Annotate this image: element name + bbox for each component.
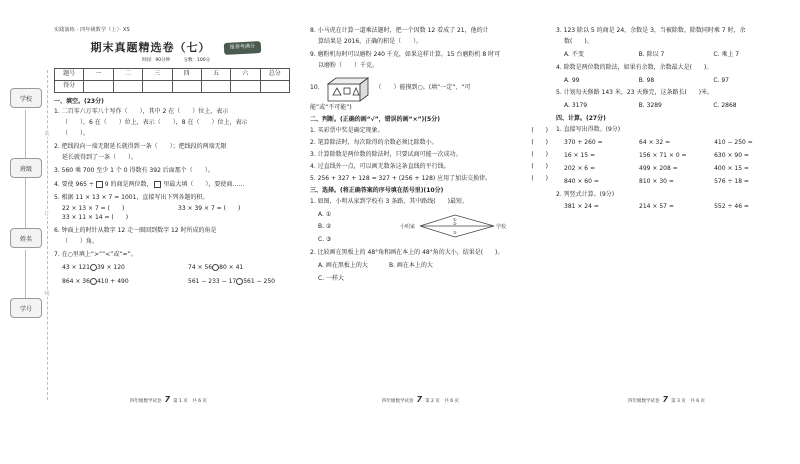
question-3: 3. 560 乘 700 至少 1 个 0 得数有 392 后面那个（ ）。 (54, 166, 214, 174)
question-text: 4. 要使 965 ÷ (54, 180, 94, 188)
calc-item: 214 × 57 = (639, 203, 674, 211)
question-text: 以磨粉（ ）千克。 (318, 61, 379, 69)
section-heading: 四、计算。(27分) (556, 115, 606, 123)
exam-time: 时间：90分钟 (141, 58, 171, 64)
question-text: 1. 二百零六万零八十写作（ ），其中 2 在（ ）位上，表示 (54, 108, 229, 116)
choice-option[interactable]: B. 3289 (638, 102, 662, 110)
question-text: 5. 根据 11 × 13 × 7 = 1001，直接写出下列各题的积。 (54, 193, 209, 201)
name-label: 姓名 (10, 228, 42, 248)
footer-subject: 四年级数学试卷 (628, 398, 660, 404)
score-row-label: 得分 (55, 80, 84, 92)
choice-option[interactable]: C. 97 (713, 76, 729, 84)
score-cell[interactable] (172, 80, 201, 92)
question-text: 延长就得到了一条（ ）。 (62, 154, 138, 162)
question-text: （ ）能摸到○。(填“一定”、“可 (375, 84, 471, 92)
page-1 (54, 28, 298, 408)
score-header-cell: 题号 (55, 68, 84, 80)
page-footer (382, 395, 459, 404)
calc-item: 156 × 71 × 0 = (639, 151, 687, 159)
question-text: 9 的商是两位数， (104, 180, 153, 188)
route-school-label: 学校 (496, 223, 507, 230)
question-5 (54, 195, 298, 223)
question-number: 10. (310, 84, 320, 92)
page-footer (130, 395, 207, 404)
score-header-cell: 六 (231, 68, 260, 80)
page-2 (310, 28, 548, 408)
footer-page: 第 3 页 共 6 页 (671, 398, 706, 404)
calc-item: 810 × 30 = (639, 177, 674, 185)
question-7 (54, 252, 298, 286)
question-4 (54, 181, 298, 189)
footer-subject: 四年级数学试卷 (130, 398, 162, 404)
compare-circle[interactable] (90, 278, 97, 285)
choice-option[interactable]: C. 一样大 (318, 275, 345, 283)
calc-item: 630 × 90 = (714, 151, 749, 159)
question-text: （ ）角。 (62, 238, 99, 246)
page-3 (556, 28, 788, 408)
choice-5: 5. 计划每天修路 143 米，23 天修完，这条路长( )米。 (556, 89, 714, 97)
question-text: 6. 钟面上的时针从数字 12 走一圈回到数字 12 时所成的角是 (54, 227, 217, 235)
footer-page: 第 1 页 共 6 页 (173, 398, 208, 404)
question-1 (54, 109, 298, 138)
student-number-label: 学号 (10, 298, 42, 318)
score-cell[interactable] (231, 80, 260, 92)
compare-left: 74 × 56 (188, 264, 213, 272)
blank-box[interactable] (154, 181, 161, 188)
answer-paren[interactable]: ( ) (531, 163, 548, 171)
binding-tick: 订 (42, 210, 52, 217)
compare-circle[interactable] (90, 264, 97, 271)
route-mark: ② (453, 220, 457, 226)
question-text: 里最大填（ ），要使商…… (163, 180, 245, 188)
question-8 (310, 28, 548, 46)
answer-paren[interactable]: ( ) (531, 151, 548, 159)
score-cell[interactable] (113, 80, 142, 92)
calc-item: 576 ÷ 18 = (714, 177, 749, 185)
calc-item: 400 × 15 = (714, 164, 749, 172)
choice-option[interactable]: B. 除以 7 (638, 50, 665, 58)
judge-item: 1. 买彩票中奖是确定现象。 (310, 127, 384, 135)
calc-item: 840 × 60 = (564, 177, 599, 185)
score-table (54, 68, 290, 93)
footer-subject: 四年级数学试卷 (382, 398, 414, 404)
promo-badge: 报春考满分 (224, 41, 262, 55)
question-text: 能”或“不可能”) (310, 103, 352, 111)
route-diagram (400, 212, 520, 240)
binding-line (25, 180, 26, 228)
binding-line (25, 250, 26, 298)
score-header-cell: 三 (143, 68, 172, 80)
footer-page: 第 2 页 共 6 页 (425, 398, 460, 404)
question-text: （ ）。 (62, 130, 90, 138)
judge-item: 5. 256 + 327 + 128 = 327 + (256 + 128) 应用了加法交换律。 (310, 174, 492, 182)
binding-strip (0, 70, 56, 400)
score-cell[interactable] (201, 80, 230, 92)
choice-1-body (310, 212, 548, 251)
binding-tick: 线 (42, 290, 52, 297)
choice-2: 2. 比较画在黑板上的 48°角和画在本上的 48°角的大小，结果是( )。 (310, 249, 504, 257)
calc-item: 552 ÷ 46 = (714, 203, 749, 211)
choice-option[interactable]: A. 不变 (564, 50, 584, 58)
score-header-cell: 二 (113, 68, 142, 80)
choice-option[interactable]: C. 乘上 7 (713, 50, 740, 58)
route-mark: ① (453, 216, 457, 222)
product-item: 33 × 11 × 14 = ( ) (62, 214, 129, 222)
route-mark: ③ (453, 229, 457, 235)
judge-item: 4. 过直线外一点，可以画无数条这条直线的平行线。 (310, 163, 450, 171)
footer-exam-number: 7 (416, 394, 423, 404)
exam-meta (54, 58, 298, 63)
judge-item: 2. 笔算除法时，每次除得的余数必须比除数小。 (310, 139, 438, 147)
score-cell[interactable] (143, 80, 172, 92)
compare-left: 561 − 233 − 17 (188, 277, 237, 285)
calc-item: 410 − 250 = (714, 139, 753, 147)
calc-item: 381 × 24 = (564, 203, 599, 211)
calc-item: 64 × 32 = (639, 139, 671, 147)
question-text: （ ），6 在（ ）位上，表示（ ），8 在（ ）位上，表示 (62, 119, 248, 127)
choice-option[interactable]: A. 3179 (564, 102, 588, 110)
exam-title: 期末真题精选卷（七） (90, 40, 211, 54)
choice-4: 4. 除数是两位数的除法，如果有余数，余数最大是( )。 (556, 63, 713, 71)
choice-option[interactable]: B. 画在本上的大 (389, 262, 433, 270)
question-10 (310, 76, 548, 102)
blank-box[interactable] (96, 181, 103, 188)
box-with-shapes-image (326, 76, 370, 102)
calc-item: 16 × 15 = (564, 151, 596, 159)
question-text: 算结果是 2016，正确的积是（ ）。 (318, 37, 423, 45)
calc-part-2-title: 2. 列竖式计算。(9分) (556, 190, 615, 198)
question-2 (54, 144, 298, 162)
question-text: 7. 在○里填上“>”“<”或“=”。 (54, 251, 137, 259)
choice-1: 1. 如图，小明从家到学校有 3 条路，其中路线( )最短。 (310, 197, 468, 205)
choice-option[interactable]: A. 99 (564, 76, 580, 84)
compare-right: 410 + 490 (96, 277, 129, 285)
calc-item: 370 + 260 = (564, 139, 603, 147)
score-cell[interactable] (260, 80, 289, 92)
compare-right: 80 × 41 (219, 264, 244, 272)
calc-item: 202 × 6 = (564, 164, 596, 172)
section-heading: 二、判断。(正确的画“√”，错误的画“×”)(5分) (310, 116, 440, 124)
question-6 (54, 228, 298, 246)
route-home-label: 小明家 (400, 223, 416, 230)
school-label: 学校 (10, 88, 42, 108)
class-label: 班级 (10, 158, 42, 178)
cut-line (47, 70, 48, 400)
series-tag: 实践演练 · 四年级数学（上）· XS (54, 27, 130, 33)
footer-exam-number: 7 (164, 394, 171, 404)
page-footer (628, 395, 705, 404)
choice-option[interactable]: C. 2868 (713, 102, 737, 110)
answer-paren[interactable]: ( ) (531, 174, 548, 182)
score-cell[interactable] (84, 80, 113, 92)
score-header-cell: 总分 (260, 68, 289, 80)
exam-score: 分数：100分 (183, 58, 211, 64)
compare-right: 561 − 250 (243, 277, 275, 285)
section-heading: 一、填空。(23分) (54, 97, 104, 105)
answer-paren[interactable]: ( ) (531, 127, 548, 135)
answer-paren[interactable]: ( ) (531, 139, 548, 147)
calc-part-1-title: 1. 直接写出得数。(9分) (556, 126, 621, 134)
binding-tick: 装 (42, 130, 52, 137)
choice-option[interactable]: A. 画在黑板上的大 (318, 262, 368, 270)
question-text: 3. 123 除以 5 的商是 24，余数是 3，当被除数、除数同时乘 7 时，余 (556, 27, 746, 34)
score-header-cell: 四 (172, 68, 201, 80)
compare-right: 39 × 120 (96, 264, 125, 272)
question-text: 数( )。 (564, 37, 593, 45)
score-header-cell: 五 (201, 68, 230, 80)
footer-exam-number: 7 (662, 394, 669, 404)
compare-left: 864 × 36 (62, 277, 90, 285)
choice-option[interactable]: A. ① (318, 210, 332, 218)
product-item: 22 × 13 × 7 = ( ) (62, 204, 125, 212)
judge-item: 3. 计算除数是两位数的除法时，只要试商可能一次成功。 (310, 151, 462, 159)
choice-option[interactable]: B. ② (318, 223, 332, 231)
product-item: 33 × 39 × 7 = ( ) (178, 204, 241, 212)
choice-option[interactable]: C. ③ (318, 236, 332, 244)
choice-3 (556, 28, 788, 46)
section-heading: 三、选择。(将正确答案的序号填在括号里)(10分) (310, 186, 444, 194)
question-text: 9. 磨粉机每时可以磨粉 240 千克，如果这样计算，15 台磨粉机 8 时可 (310, 50, 501, 58)
compare-left: 43 × 121 (62, 264, 90, 272)
question-9 (310, 52, 548, 70)
question-text: 8. 小马虎在计算一道乘法题时，把一个因数 12 看成了 21，他的计 (310, 27, 489, 34)
choice-option[interactable]: B. 98 (638, 76, 655, 84)
calc-item: 499 × 208 = (639, 164, 678, 172)
score-header-cell: 一 (84, 68, 113, 80)
question-text: 2. 把线段向一端无限延长就得到一条（ ）；把线段的两端无限 (54, 143, 227, 151)
